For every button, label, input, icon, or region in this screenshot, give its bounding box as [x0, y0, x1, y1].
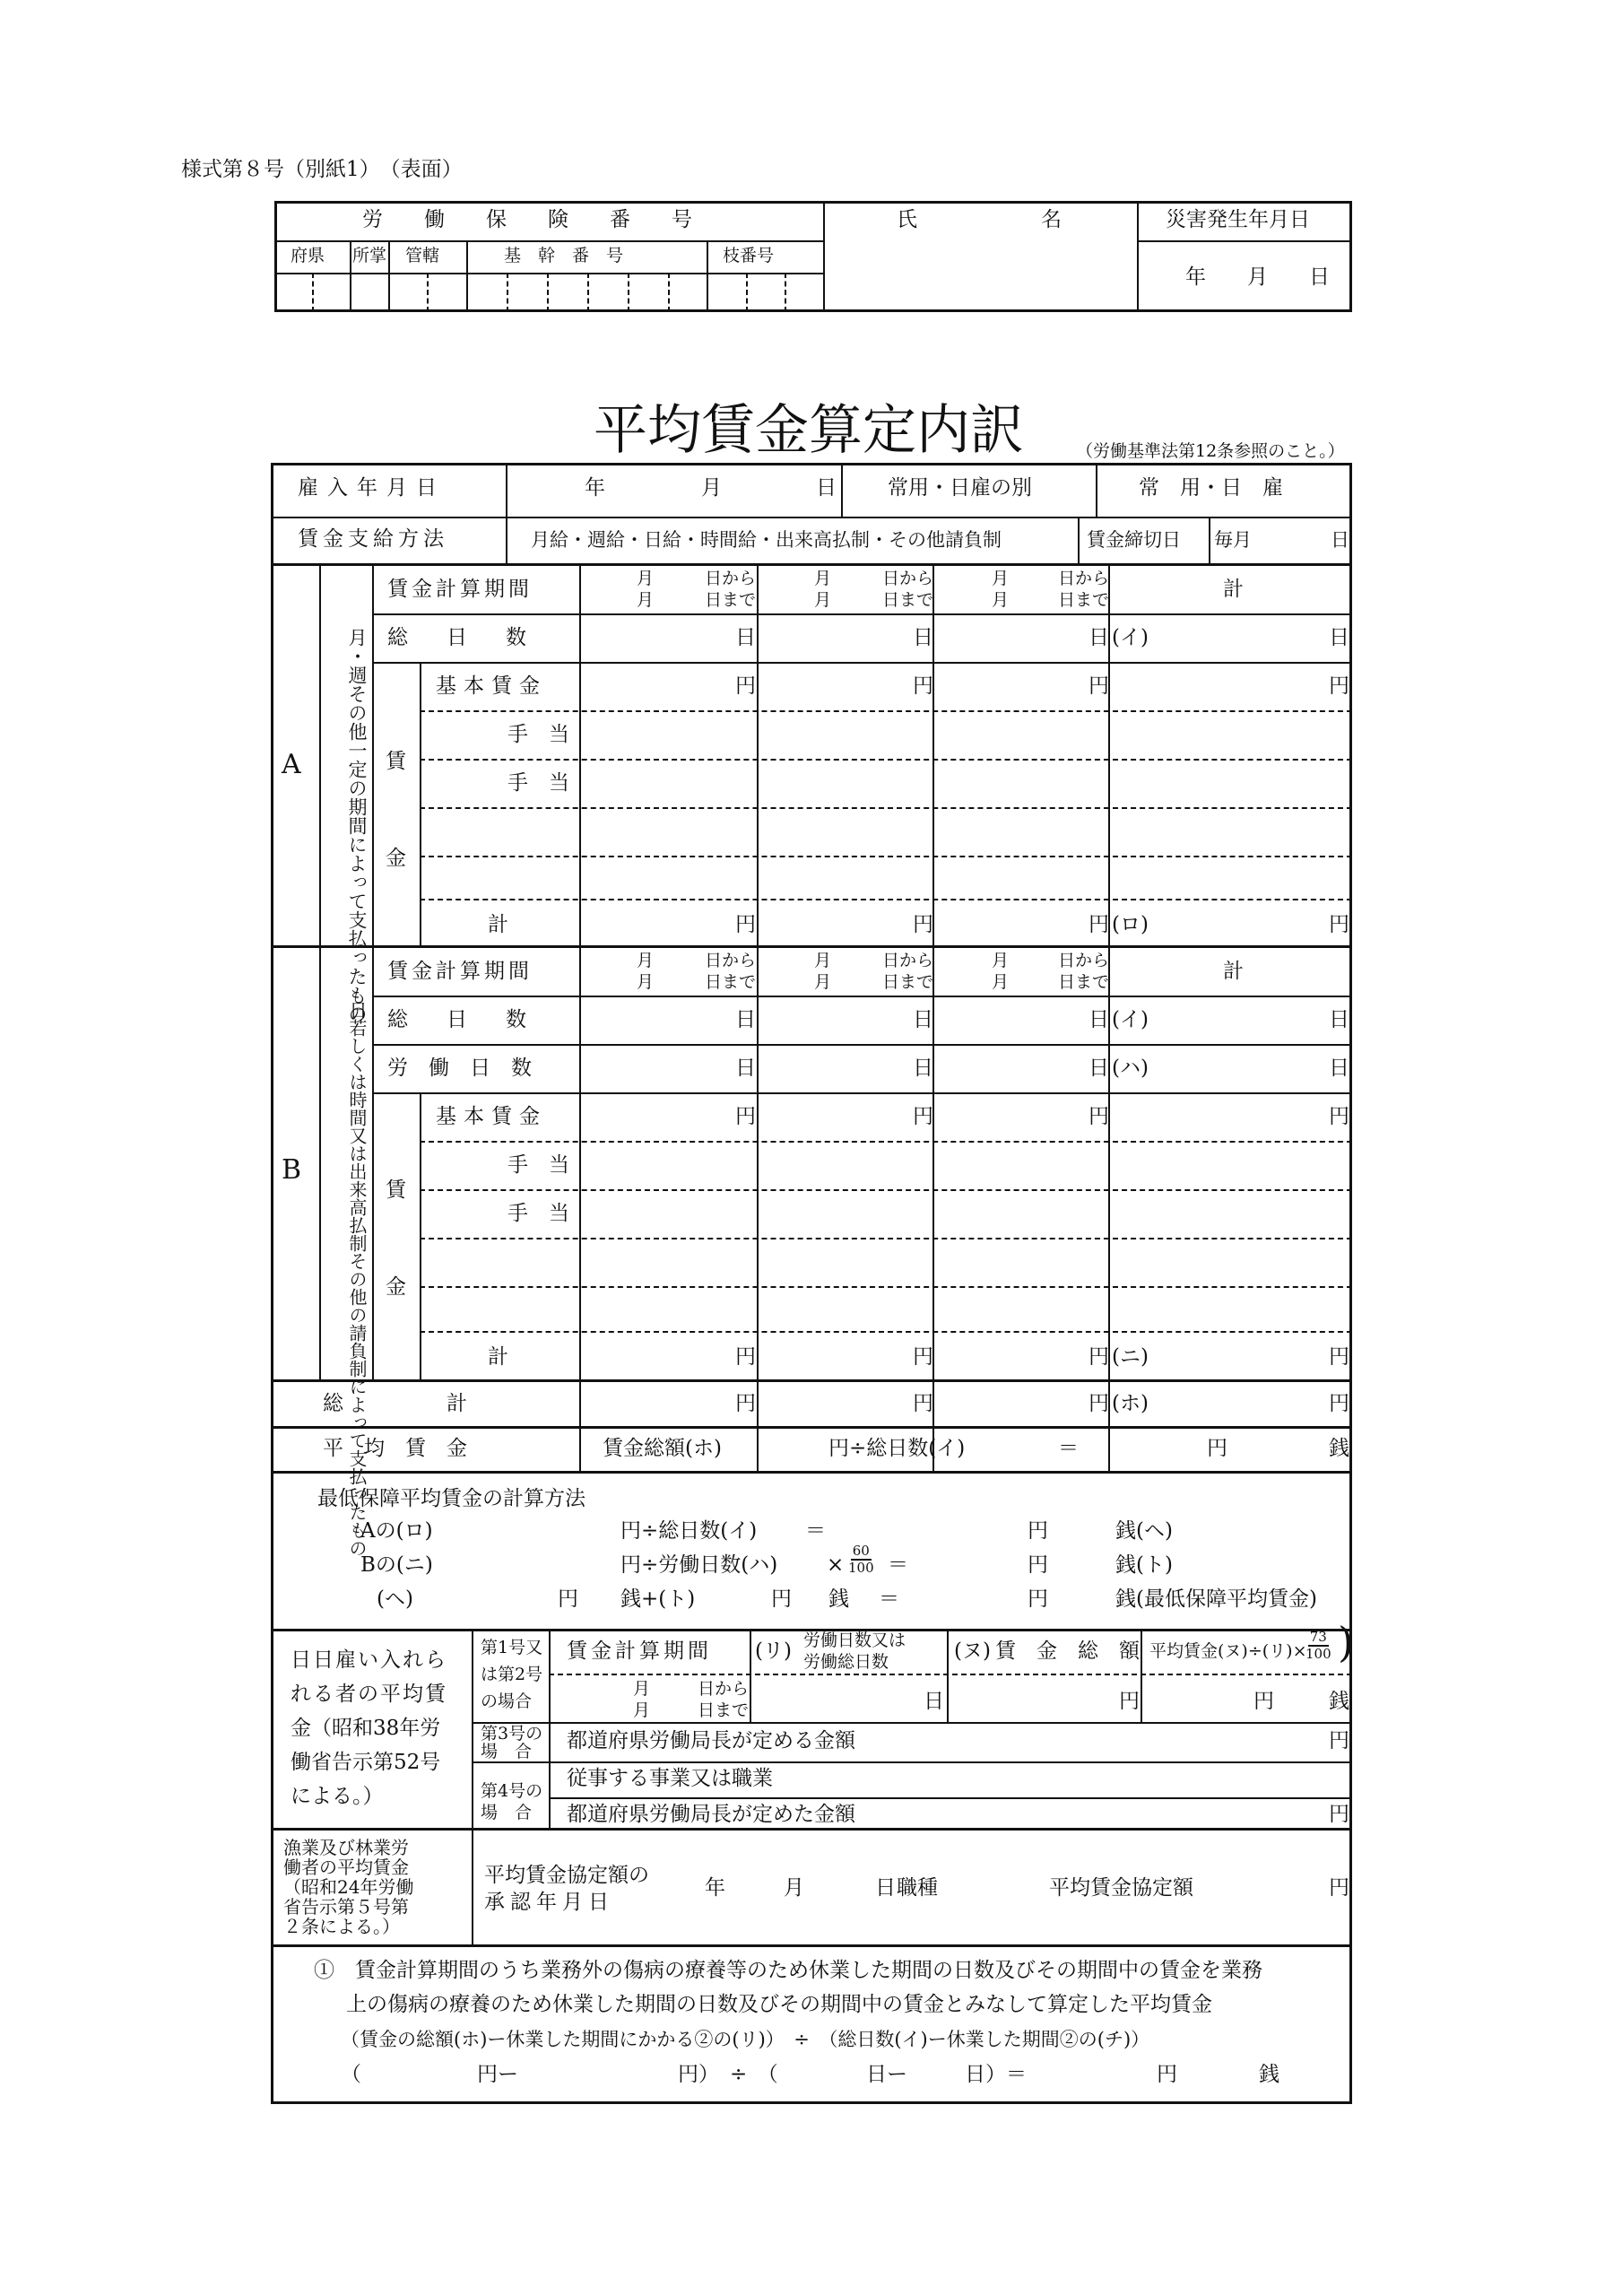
- hire-date-label: 雇入年月日: [298, 476, 446, 500]
- min-guarantee-title: 最低保障平均賃金の計算方法: [317, 1487, 585, 1510]
- form-code: 様式第８号（別紙1） （表面）: [181, 158, 463, 181]
- daily-period-label: 賃金計算期間: [567, 1639, 712, 1663]
- a-subtotal-label: 計: [488, 913, 508, 936]
- b-period-label: 賃金計算期間: [387, 960, 533, 983]
- average-formula-b: 円÷総日数(イ): [828, 1437, 966, 1460]
- b-allowance-1: 手 当: [507, 1153, 569, 1177]
- kikan-label: 基 幹 番 号: [504, 246, 624, 265]
- b-subtotal-label: 計: [488, 1345, 508, 1369]
- a-kin-char: 金: [386, 847, 406, 870]
- pay-method-label: 賃金支給方法: [298, 527, 448, 551]
- employment-type-label: 常用・日雇の別: [888, 476, 1032, 500]
- a-allowance-1: 手 当: [507, 723, 569, 746]
- a-total-days-label: 総 日 数: [387, 626, 535, 649]
- page-title: 平均賃金算定内訳: [594, 399, 1024, 462]
- section-a-letter: A: [282, 749, 301, 780]
- case4-amount-label: 都道府県労働局長が定めた金額: [567, 1803, 855, 1826]
- fuken-label: 府県: [291, 246, 325, 265]
- grand-total-label: 総 計: [323, 1392, 467, 1415]
- b-kin-char: 金: [386, 1275, 406, 1299]
- b-total-days-label: 総 日 数: [387, 1008, 535, 1031]
- insurance-number-label: 労 働 保 険 番 号: [362, 208, 692, 231]
- a-basic-wage-label: 基本賃金: [436, 674, 547, 698]
- page: 様式第８号（別紙1） （表面） 労 働 保 険 番 号 氏 名 災害発生年月日 府県 所掌 管轄 基 幹 番 号 枝番号 年 月 日 平均賃金算定内訳 （労働基準法第12条参照のこと。） 雇入年月日 年 月 日 常用・日雇の別 常 用・日 雇 賃金支給方法 月給・週給・日給・時間給・出来高払制・その他請負制 賃金締切日 毎月 日 A 月・週その他一定の期間によって支払ったもの 賃金計算期間 月 日から 月 日まで 月 日から 月 日まで 月 日から 月 日まで 計 総 日 数 日 日 日 (イ) 日 賃 金 基本賃金 円 円 円 円 手 当 手 当 計 円 円 円 (ロ) 円 B 日若しくは時間又は出来高払制その他の請負制によって支払ったもの 賃金計算期間 月 日から 月 日まで 月 日から 月 日まで 月 日から 月 日まで 計 総 日 数 日 日 日 (イ) 日 労 働 日 数 日 日 日 (ハ) 日 賃 金 基本賃金 円 円 円 円 手 当 手 当 計 円 円 円 (ニ) 円 総 計 円 円 円 (ホ) 円 平 均 賃 金 賃金総額(ホ) 円÷総日数(イ) ＝ 円 銭 最低保障平均賃金の計算方法 Aの(ロ) 円÷総日数(イ) ＝ 円 銭(ヘ) Bの(ニ) 円÷労働日数(ハ) × $\frac{60}{100}$ ＝ 円 銭(ト) (ヘ) 円 銭+(ト) 円 銭 ＝ 円 銭(最低保障平均賃金) 日日雇い入れら れる者の平均賃 金（昭和38年労 働省告示第52号 による。） 第1号又 は第2号 の場合 賃金計算期間 (リ) 労働日数又は 労働総日数 (ヌ) 賃 金 総 額 平均賃金(ヌ)÷(リ)× $\frac{73}{100}$ ) 月 日から 月 日まで 日 円 円 銭 第3号の 場 合 都道府県労働局長が定める金額 円 第4号の 場 合 従事する事業又は職業 都道府県労働局長が定めた金額 円 漁業及び林業労 働者の平均賃金 （昭和24年労働 省告示第５号第 ２条による。） 平均賃金協定額の 承認年月日 年 月 日 職種 平均賃金協定額 円 ① 賃金計算期間のうち業務外の傷病の療養等のため休業した期間の日数及びその期間中の賃金を業務 上の傷病の療養のため休業した期間の日数及びその期間中の賃金とみなして算定した平均賃金 （賃金の総額(ホ)ー休業した期間にかかる②の(リ)） ÷ （総日数(イ)ー休業した期間②の(チ)） （ 円ー 円） ÷ （ 日ー 日）＝ 円 銭: [0, 0, 1622, 2296]
- name-label: 氏 名: [897, 208, 1062, 231]
- b-basic-wage-label: 基本賃金: [436, 1105, 547, 1128]
- b-work-days-label: 労 働 日 数: [387, 1057, 532, 1080]
- a-mark-i: (イ): [1112, 626, 1149, 649]
- section-b-letter: B: [282, 1154, 302, 1186]
- employment-type-value: 常 用・日 雇: [1139, 476, 1283, 500]
- note-line-3: （賃金の総額(ホ)ー休業した期間にかかる②の(リ)） ÷ （総日数(イ)ー休業した期間②の(チ)）: [341, 2029, 1150, 2050]
- pay-method-value: 月給・週給・日給・時間給・出来高払制・その他請負制: [531, 529, 1002, 551]
- hire-month: 月: [701, 476, 722, 500]
- accident-date-label: 災害発生年月日: [1166, 208, 1310, 231]
- hire-day: 日: [816, 476, 837, 500]
- hire-year: 年: [585, 476, 605, 500]
- a-mark-ro: (ロ): [1112, 913, 1149, 936]
- a-wage-char: 賃: [386, 750, 406, 773]
- a-period-total: 計: [1223, 578, 1244, 601]
- note-line-2: 上の傷病の療養のため休業した期間の日数及びその期間中の賃金とみなして算定した平均賃金: [346, 1993, 1212, 2016]
- b-mark-ha: (ハ): [1112, 1057, 1149, 1080]
- note-line-1: ① 賃金計算期間のうち業務外の傷病の療養等のため休業した期間の日数及びその期間中の賃金を業務: [314, 1959, 1262, 1982]
- section-a-description: 月・週その他一定の期間によって支払ったもの: [346, 628, 368, 1023]
- case3-amount-label: 都道府県労働局長が定める金額: [567, 1729, 855, 1752]
- case4-job-label: 従事する事業又は職業: [567, 1767, 773, 1790]
- b-allowance-2: 手 当: [507, 1202, 569, 1225]
- average-wage-label: 平 均 賃 金: [323, 1437, 467, 1460]
- a-period-label: 賃金計算期間: [387, 578, 533, 601]
- main-table: [271, 463, 1352, 2104]
- title-note: （労働基準法第12条参照のこと。）: [1076, 441, 1345, 461]
- cutoff-label: 賃金締切日: [1087, 529, 1181, 551]
- grand-total-mark-ho: (ホ): [1112, 1392, 1149, 1415]
- section-b-description: 日若しくは時間又は出来高払制その他の請負制によって支払ったもの: [346, 1001, 368, 1557]
- a-allowance-2: 手 当: [507, 771, 569, 795]
- accident-date-value: 年 月 日: [1185, 265, 1330, 289]
- edaban-label: 枝番号: [723, 246, 775, 265]
- average-formula-a: 賃金総額(ホ): [603, 1437, 722, 1460]
- cutoff-value: 毎月: [1214, 529, 1252, 551]
- b-period-total: 計: [1223, 960, 1244, 983]
- b-mark-ni: (ニ): [1112, 1345, 1149, 1369]
- b-wage-char: 賃: [386, 1178, 406, 1202]
- cutoff-day: 日: [1331, 529, 1349, 551]
- shosho-label: 所掌: [352, 246, 387, 265]
- kankatsu-label: 管轄: [405, 246, 440, 265]
- b-mark-i: (イ): [1112, 1008, 1149, 1031]
- daily-avg-formula: 平均賃金(ヌ)÷(リ)×: [1149, 1641, 1307, 1661]
- min-guarantee-fraction: $\frac{60}{100}$: [848, 1543, 874, 1576]
- daily-fraction: $\frac{73}{100}$: [1305, 1629, 1331, 1662]
